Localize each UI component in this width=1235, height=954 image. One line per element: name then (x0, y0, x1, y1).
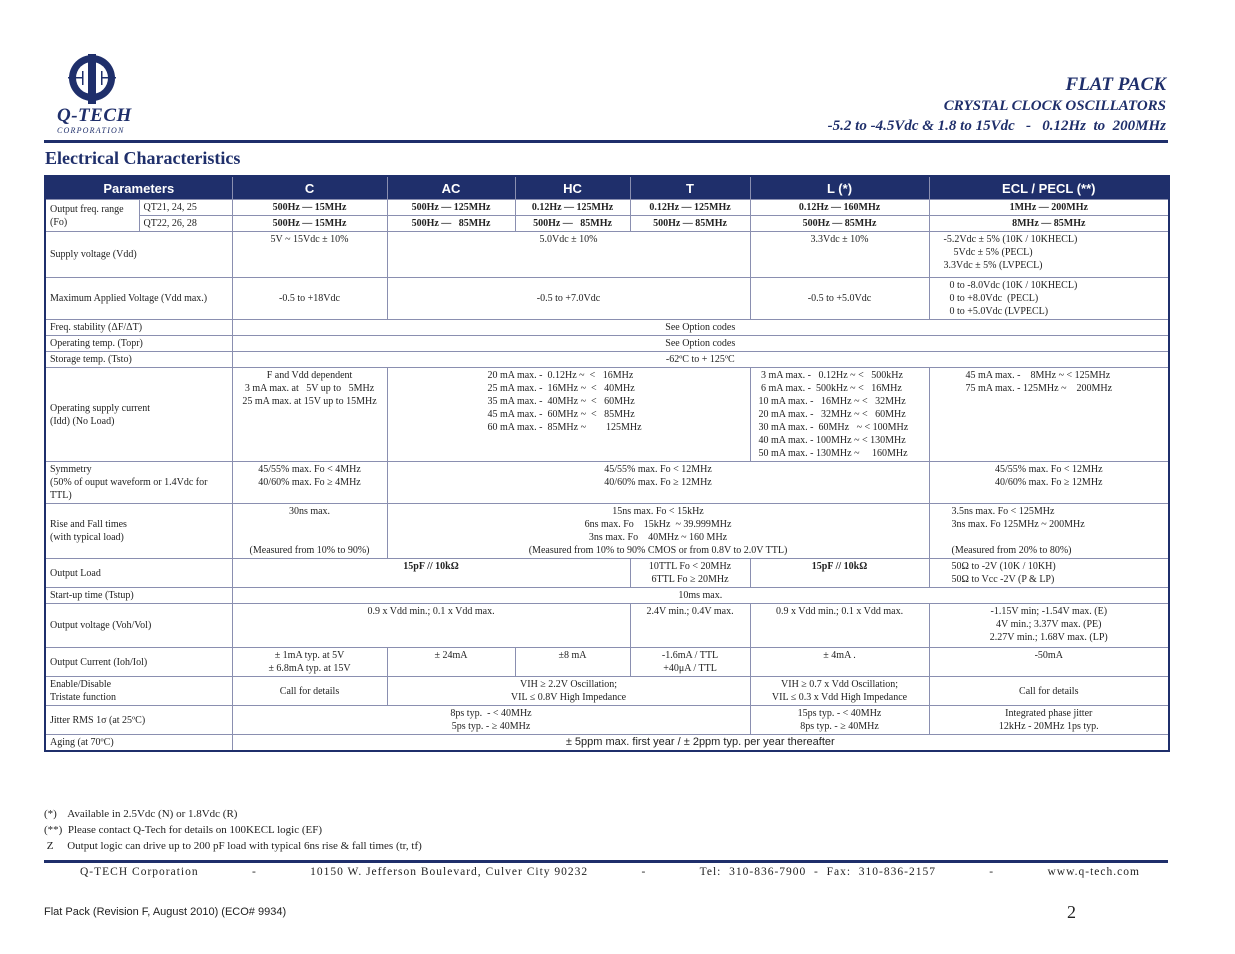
doc-range: -5.2 to -4.5Vdc & 1.8 to 15Vdc - 0.12Hz to 200MHz (827, 118, 1166, 134)
freq-t: 500Hz — 85MHz (630, 216, 750, 232)
doc-header (828, 74, 1166, 136)
freq-hc: 0.12Hz — 125MHz (515, 200, 630, 216)
ioh-ac: ± 24mA (387, 648, 515, 677)
load-t2: 6TTL Fo ≥ 20MHz (651, 574, 729, 585)
freq-models: QT22, 26, 28 (139, 216, 232, 232)
voh-label: Output voltage (Voh/Vol) (45, 604, 232, 648)
footnote: (**) Please contact Q-Tech for details on 100KECL logic (EF) (44, 824, 323, 836)
footer (80, 866, 1140, 878)
table-row (45, 352, 1169, 368)
table-row (45, 368, 1169, 462)
symmetry-label: Symmetry (50% of ouput waveform or 1.4Vdc for TTL) (45, 462, 232, 504)
freq-l: 0.12Hz — 160MHz (750, 200, 929, 216)
tristate-c: Call for details (232, 677, 387, 706)
current-label: Operating supply current (Idd) (No Load) (45, 368, 232, 462)
freq-c: 500Hz — 15MHz (232, 216, 387, 232)
load-c-hc: 15pF // 10kΩ (232, 559, 630, 588)
freq-hc: 500Hz — 85MHz (515, 216, 630, 232)
footer-rule (44, 860, 1168, 863)
symmetry-c: 45/55% max. Fo < 4MHz 40/60% max. Fo ≥ 4MHz (232, 462, 387, 504)
startup-value: 10ms max. (232, 588, 1169, 604)
current-ecl: 45 mA max. - 8MHz ~ < 125MHz 75 mA max. - 125MHz ~ 200MHz (929, 368, 1169, 462)
supply-ecl: -5.2Vdc ± 5% (10K / 10KHECL) 5Vdc ± 5% (PECL) 3.3Vdc ± 5% (LVPECL) (929, 232, 1169, 278)
supply-c: 5V ~ 15Vdc ± 10% (232, 232, 387, 278)
voh-l: 0.9 x Vdd min.; 0.1 x Vdd max. (750, 604, 929, 648)
header-ac: AC (387, 176, 515, 200)
table-row (45, 588, 1169, 604)
footer-separator: - (989, 866, 995, 878)
freq-ac: 500Hz — 125MHz (387, 200, 515, 216)
voh-c-hc: 0.9 x Vdd min.; 0.1 x Vdd max. (232, 604, 630, 648)
tristate-label: Enable/Disable Tristate function (45, 677, 232, 706)
symmetry-ac-l: 45/55% max. Fo < 12MHz 40/60% max. Fo ≥ 12MHz (387, 462, 929, 504)
maxv-ecl: 0 to -8.0Vdc (10K / 10KHECL) 0 to +8.0Vdc (PECL) 0 to +5.0Vdc (LVPECL) (929, 278, 1169, 320)
table-row (45, 735, 1169, 752)
ioh-ecl: -50mA (929, 648, 1169, 677)
current-ac-t: 20 mA max. - 0.12Hz ~ < 16MHz 25 mA max. - 16MHz ~ < 40MHz 35 mA max. - 40MHz ~ < 60MHz 45 mA max. - 60MHz ~ < 85MHz 60 mA max. - 85MHz ~ 125MHz (387, 368, 750, 462)
header-c: C (232, 176, 387, 200)
current-c: F and Vdd dependent 3 mA max. at 5V up to 5MHz 25 mA max. at 15V up to 15MHz (232, 368, 387, 462)
risefall-ecl-note: (Measured from 20% to 80%) (951, 545, 1072, 556)
table-row (45, 648, 1169, 677)
table-row (45, 604, 1169, 648)
header-rule (44, 140, 1168, 143)
supply-label: Supply voltage (Vdd) (45, 232, 232, 278)
doc-title: FLAT PACK (1065, 74, 1166, 95)
header-l: L (*) (750, 176, 929, 200)
risefall-label: Rise and Fall times (with typical load) (45, 504, 232, 559)
header-hc: HC (515, 176, 630, 200)
tristate-l: VIH ≥ 0.7 x Vdd Oscillation; VIL ≤ 0.3 x Vdd High Impedance (750, 677, 929, 706)
aging-value: ± 5ppm max. first year / ± 2ppm typ. per year thereafter (232, 735, 1169, 752)
risefall-c: 30ns max. (288, 506, 331, 517)
jitter-l: 15ps typ. - < 40MHz 8ps typ. - ≥ 40MHz (750, 706, 929, 735)
footer-website[interactable]: www.q-tech.com (1047, 866, 1140, 878)
load-l: 15pF // 10kΩ (750, 559, 929, 588)
page-number: 2 (1067, 902, 1076, 922)
logo-subtitle: CORPORATION (57, 126, 125, 135)
load-t-cell (630, 559, 750, 588)
table-row (45, 232, 1169, 278)
footer-phone: Tel: 310-836-7900 - Fax: 310-836-2157 (699, 866, 936, 878)
header-parameters: Parameters (45, 176, 232, 200)
tristate-ecl: Call for details (929, 677, 1169, 706)
maxv-l: -0.5 to +5.0Vdc (750, 278, 929, 320)
stability-value: See Option codes (232, 320, 1169, 336)
sttemp-label: Storage temp. (Tsto) (45, 352, 232, 368)
freq-ecl: 8MHz — 85MHz (929, 216, 1169, 232)
symmetry-ecl: 45/55% max. Fo < 12MHz 40/60% max. Fo ≥ 12MHz (929, 462, 1169, 504)
ioh-label: Output Current (Ioh/Iol) (45, 648, 232, 677)
spec-table (44, 175, 1170, 752)
table-row (45, 462, 1169, 504)
supply-l: 3.3Vdc ± 10% (750, 232, 929, 278)
optemp-value: See Option codes (232, 336, 1169, 352)
risefall-c-cell (232, 504, 387, 559)
voh-ecl: -1.15V min; -1.54V max. (E) 4V min.; 3.37V max. (PE) 2.27V min.; 1.68V max. (LP) (929, 604, 1169, 648)
maxv-label: Maximum Applied Voltage (Vdd max.) (45, 278, 232, 320)
risefall-ecl: 3.5ns max. Fo < 125MHz 3ns max. Fo 125MHz ~ 200MHz (951, 506, 1085, 530)
table-header-row (45, 176, 1169, 200)
risefall-ac-l: 15ns max. Fo < 15kHz 6ns max. Fo 15kHz ~ 39.999MHz 3ns max. Fo 40MHz ~ 160 MHz (Measured from 10% to 90% CMOS or from 0.8V to 2.0V TTL) (387, 504, 929, 559)
startup-label: Start-up time (Tstup) (45, 588, 232, 604)
footer-separator: - (641, 866, 647, 878)
doc-subtitle: CRYSTAL CLOCK OSCILLATORS (943, 98, 1166, 114)
maxv-ac-t: -0.5 to +7.0Vdc (387, 278, 750, 320)
logo-company: Q-TECH (57, 105, 132, 126)
load-label: Output Load (45, 559, 232, 588)
current-l: 3 mA max. - 0.12Hz ~ < 500kHz 6 mA max. - 500kHz ~ < 16MHz 10 mA max. - 16MHz ~ < 32MHz 20 mA max. - 32MHz ~ < 60MHz 30 mA max. - 60MHz ~ < 100MHz 40 mA max. - 100MHz ~ < 130MHz 50 mA max. - 130MHz ~ 160MHz (750, 368, 929, 462)
jitter-label: Jitter RMS 1σ (at 25ºC) (45, 706, 232, 735)
header-t: T (630, 176, 750, 200)
header-ecl: ECL / PECL (**) (929, 176, 1169, 200)
section-title: Electrical Characteristics (45, 148, 241, 168)
ioh-t: -1.6mA / TTL +40μA / TTL (630, 648, 750, 677)
table-row (45, 200, 1169, 216)
risefall-ecl-cell (929, 504, 1169, 559)
freq-ecl: 1MHz — 200MHz (929, 200, 1169, 216)
footer-address: 10150 W. Jefferson Boulevard, Culver City 90232 (310, 866, 589, 878)
footnotes (44, 806, 422, 854)
table-row (45, 320, 1169, 336)
optemp-label: Operating temp. (Topr) (45, 336, 232, 352)
footer-company: Q-TECH Corporation (80, 866, 199, 878)
maxv-c: -0.5 to +18Vdc (232, 278, 387, 320)
freq-ac: 500Hz — 85MHz (387, 216, 515, 232)
table-row (45, 216, 1169, 232)
table-row (45, 336, 1169, 352)
supply-ac-t: 5.0Vdc ± 10% (387, 232, 750, 278)
stability-label: Freq. stability (ΔF/ΔT) (45, 320, 232, 336)
footnote: (*) Available in 2.5Vdc (N) or 1.8Vdc (R) (44, 808, 238, 820)
load-t: 10TTL Fo < 20MHz (648, 561, 732, 572)
load-ecl: 50Ω to -2V (10K / 10KH) 50Ω to Vcc -2V (P & LP) (929, 559, 1169, 588)
jitter-c-t: 8ps typ. - < 40MHz 5ps typ. - ≥ 40MHz (232, 706, 750, 735)
sttemp-value: -62ºC to + 125ºC (232, 352, 1169, 368)
jitter-ecl: Integrated phase jitter 12kHz - 20MHz 1ps typ. (929, 706, 1169, 735)
table-row (45, 677, 1169, 706)
aging-label: Aging (at 70ºC) (45, 735, 232, 752)
revision-note: Flat Pack (Revision F, August 2010) (ECO# 9934) (44, 906, 287, 918)
table-row (45, 706, 1169, 735)
footnote: Z Output logic can drive up to 200 pF load with typical 6ns rise & fall times (tr, tf) (44, 840, 422, 852)
ioh-hc: ±8 mA (515, 648, 630, 677)
freq-l: 500Hz — 85MHz (750, 216, 929, 232)
ioh-c: ± 1mA typ. at 5V ± 6.8mA typ. at 15V (232, 648, 387, 677)
risefall-c-note: (Measured from 10% to 90%) (249, 545, 370, 556)
footer-separator: - (251, 866, 257, 878)
freq-c: 500Hz — 15MHz (232, 200, 387, 216)
ioh-l: ± 4mA . (750, 648, 929, 677)
freq-t: 0.12Hz — 125MHz (630, 200, 750, 216)
voh-t: 2.4V min.; 0.4V max. (630, 604, 750, 648)
freq-models: QT21, 24, 25 (139, 200, 232, 216)
freq-label: Output freq. range (Fo) (45, 200, 139, 232)
table-row (45, 504, 1169, 559)
table-row (45, 559, 1169, 588)
table-row (45, 278, 1169, 320)
tristate-ac-t: VIH ≥ 2.2V Oscillation; VIL ≤ 0.8V High Impedance (387, 677, 750, 706)
